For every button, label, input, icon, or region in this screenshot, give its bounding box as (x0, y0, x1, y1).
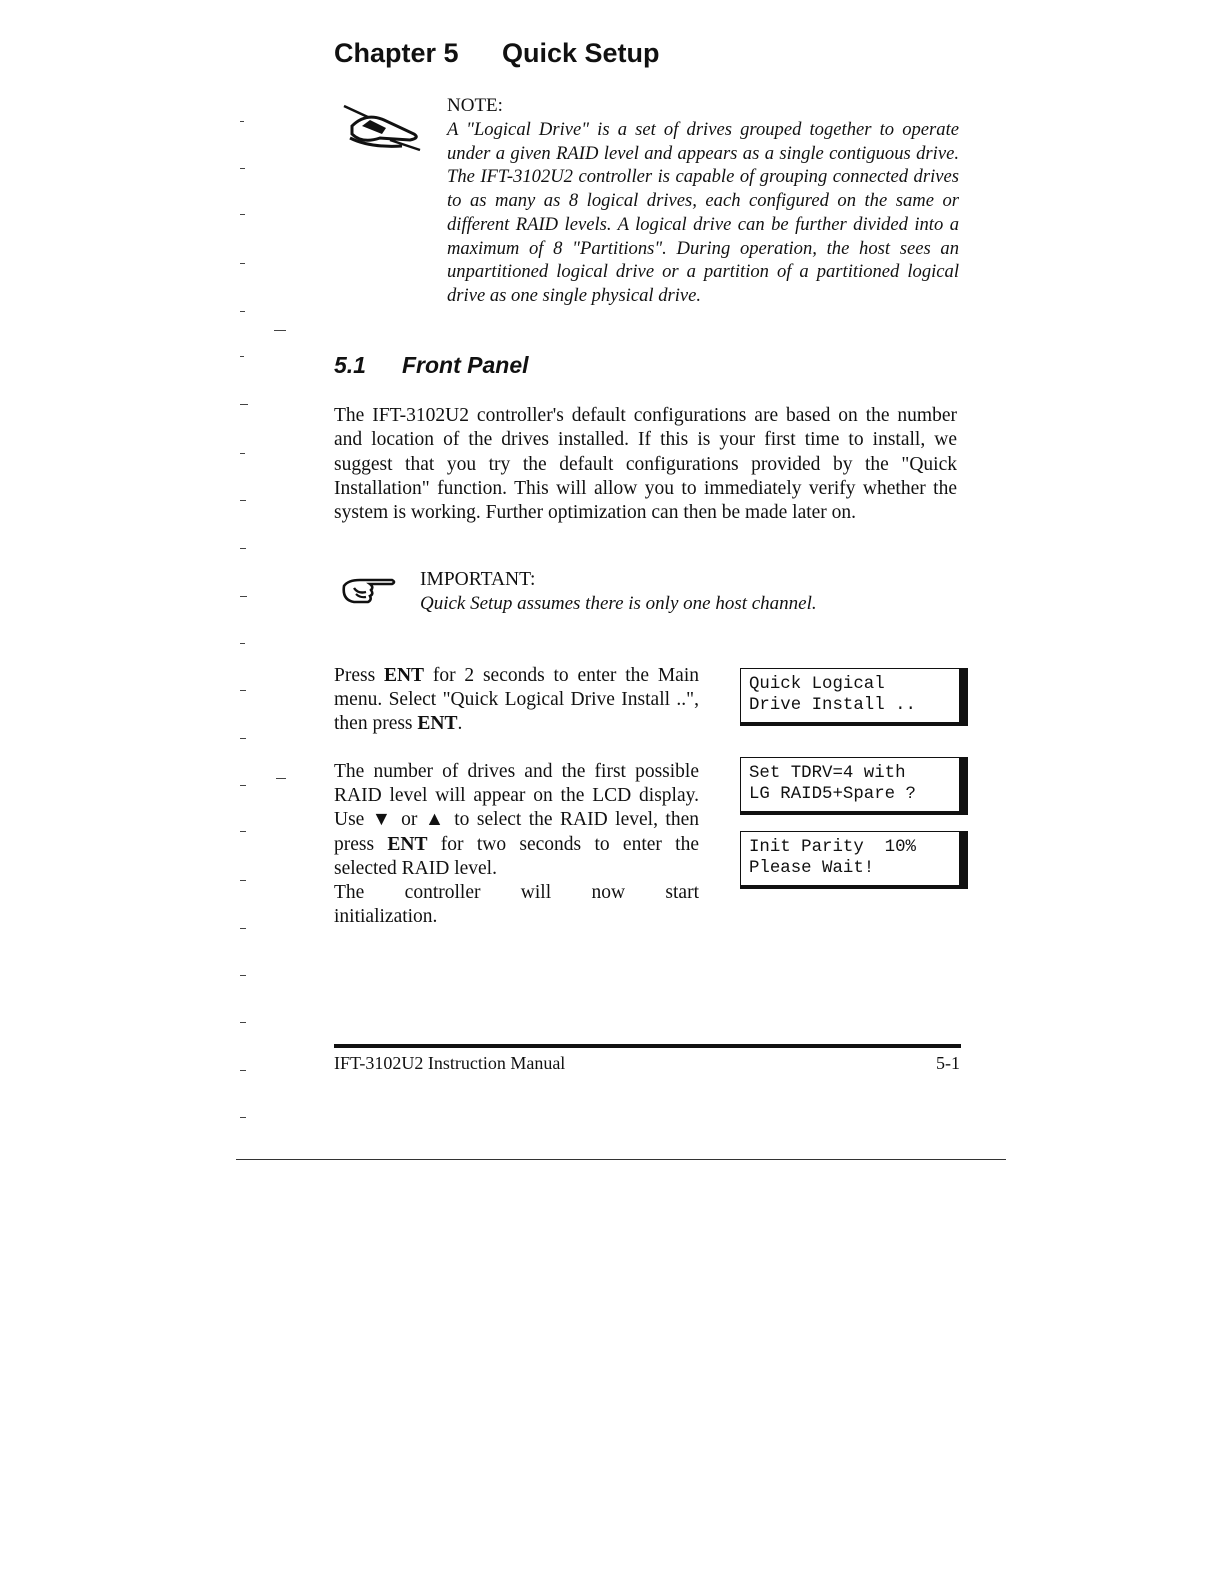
lcd-line: Quick Logical (749, 675, 885, 694)
down-arrow-icon: ▼ (371, 809, 394, 831)
footer-manual-title: IFT-3102U2 Instruction Manual (334, 1053, 566, 1073)
step1-text-a: Press (334, 665, 384, 686)
section-title: Front Panel (402, 352, 529, 378)
note-label: NOTE: (447, 95, 503, 116)
page-number: 5-1 (936, 1053, 960, 1073)
lcd-line: Drive Install .. (749, 696, 916, 715)
lcd-line: Init Parity 10% (749, 838, 916, 857)
intro-paragraph: The IFT-3102U2 controller's default configurations are based on the number and location of the drives installed. If this is your first time to install, we suggest that you try the default configurations provided by the "Quick Installation" function. This will allow you to immediately verify whether the system is working. Further optimization can then be made later on. (334, 405, 957, 524)
step2-text-d: for two seconds to enter the selected RAID level. (334, 833, 700, 879)
step2-text-f: initialization. (334, 906, 438, 928)
lcd-panel-quick-install (740, 668, 968, 726)
pencil-hand-icon (340, 104, 422, 160)
step1-text-c: . (457, 713, 463, 735)
step2-text-a: The number of drives and the first possible RAID level will appear on the LCD display. Use (334, 761, 699, 831)
lcd-line: LG RAID5+Spare ? (749, 785, 916, 804)
footer-rule (334, 1044, 961, 1048)
lcd-line: Please Wait! (749, 859, 875, 878)
important-label: IMPORTANT: (420, 569, 536, 590)
up-arrow-icon: ▲ (424, 809, 447, 831)
lcd-panel-raid-select (740, 757, 968, 815)
step2-text-c: to select the RAID level, then press (334, 809, 699, 855)
section-number: 5.1 (334, 352, 366, 378)
page-bottom-rule (236, 1159, 1006, 1160)
step2-text-e: The controller will now start (334, 882, 699, 904)
important-text: Quick Setup assumes there is only one host channel. (420, 593, 817, 614)
chapter-title: Quick Setup (502, 38, 660, 68)
step2-ent-key: ENT (387, 833, 428, 855)
section-heading (334, 352, 934, 379)
lcd-panel-init-parity (740, 831, 968, 889)
note-text: A "Logical Drive" is a set of drives grouped together to operate under a given RAID level and appears as a single contiguous drive. The IFT-3102U2 controller is capable of grouping connected drives to as many as 8 logical drives, each configured on the same or different RAID levels. A logical drive can be further divided into a maximum of 8 "Partitions". During operation, the host sees an unpartitioned logical drive or a partition of a partitioned logical drive as one single physical drive. (447, 119, 959, 306)
chapter-number: Chapter 5 (334, 38, 459, 68)
lcd-line: Set TDRV=4 with (749, 764, 906, 783)
step2-text-b: or (393, 809, 425, 831)
step1-ent-key-b: ENT (417, 713, 458, 735)
chapter-heading (334, 38, 1034, 69)
step1-text-b: for 2 seconds to enter the Main menu. Select "Quick Logical Drive Install ..", then press (334, 665, 699, 735)
step-enter-main-menu (334, 664, 699, 737)
step-select-raid-level (334, 760, 699, 929)
step1-ent-key-a: ENT (383, 665, 425, 686)
pointing-hand-icon (338, 574, 398, 608)
